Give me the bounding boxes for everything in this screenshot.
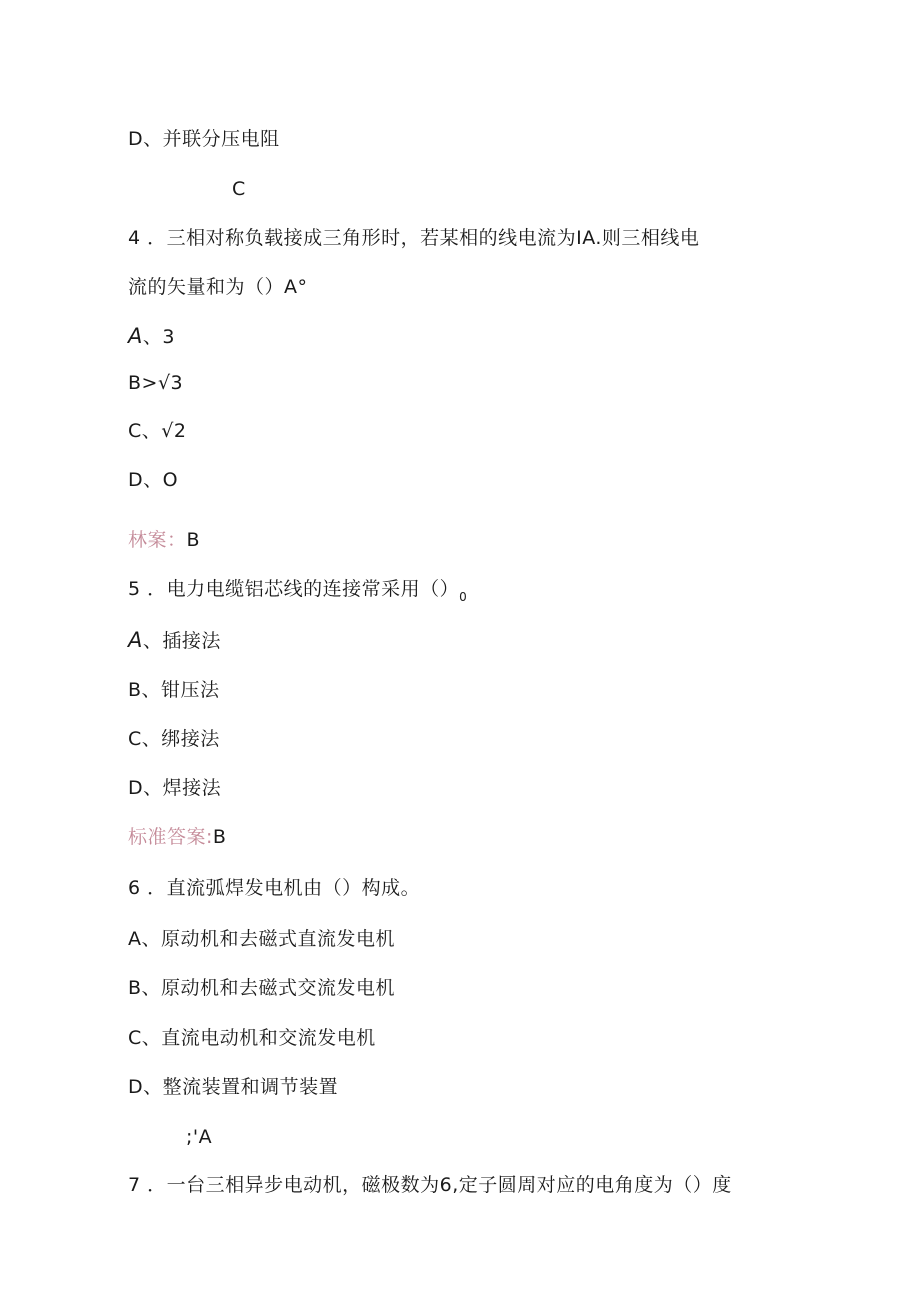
q3-answer: C [232,178,246,200]
q5-stem-suffix: 0 [459,590,468,604]
q6-stem: 6 ．直流弧焊发电机由（）构成。 [128,877,421,899]
q5-option-d: D、焊接法 [128,777,222,799]
q4-option-a-letter: A [128,324,143,348]
q3-option-d: D、并联分压电阻 [128,128,280,150]
q6-answer: ;'A [186,1126,213,1148]
q4-answer-label: 林案： [128,529,187,551]
q6-option-a: A、原动机和去磁式直流发电机 [128,928,395,950]
q6-option-c: C、直流电动机和交流发电机 [128,1027,376,1049]
q5-option-a-letter: A [128,628,143,652]
q4-option-b: B>√3 [128,372,184,394]
q4-answer-value: B [186,529,201,551]
q5-option-b: B、钳压法 [128,679,220,701]
q4-option-a [128,324,175,349]
q4-answer [128,528,200,552]
q5-answer-label: 标准答案: [128,826,213,848]
q4-stem-line2: 流的矢量和为（）A° [128,276,308,298]
q5-stem [128,577,467,603]
q7-stem: 7 ．一台三相异步电动机，磁极数为6,定子圆周对应的电角度为（）度 [128,1174,732,1196]
q5-option-a [128,628,221,653]
q4-option-c: C、√2 [128,420,187,442]
q5-option-c: C、绑接法 [128,728,220,750]
q4-stem-line1: 4 ．三相对称负载接成三角形时，若某相的线电流为IA.则三相线电 [128,227,700,249]
q6-option-d: D、整流装置和调节装置 [128,1076,339,1098]
q5-option-a-text: 、插接法 [142,630,221,652]
q6-option-b: B、原动机和去磁式交流发电机 [128,977,396,999]
q5-stem-text: 5 ．电力电缆铝芯线的连接常采用（） [128,578,460,600]
q5-answer [128,825,226,849]
q5-answer-value: B [212,826,227,848]
q4-option-a-text: 、3 [142,326,175,348]
q4-option-d: D、O [128,469,179,491]
